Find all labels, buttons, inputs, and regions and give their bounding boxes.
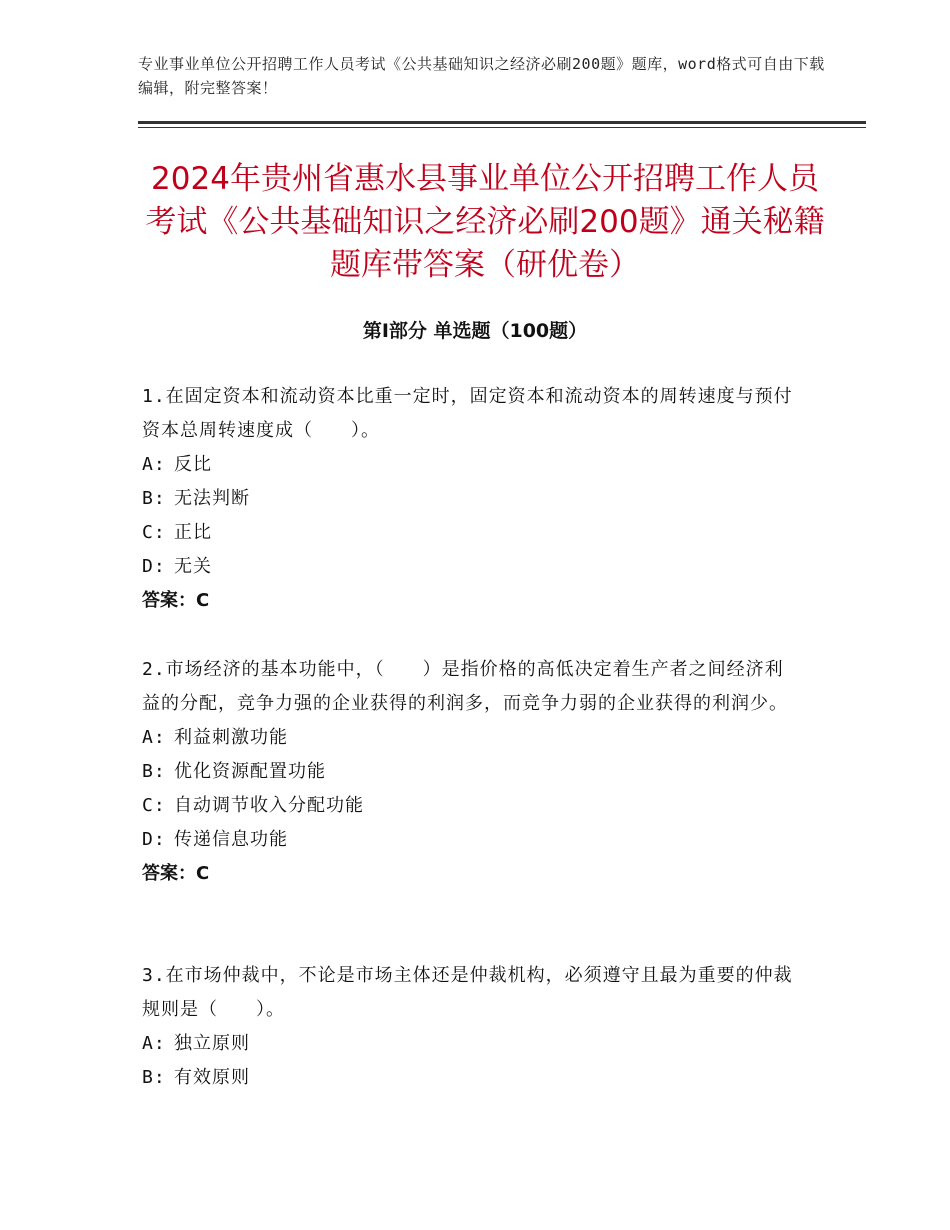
option-text: 反比 (174, 454, 212, 475)
option-label: A: (142, 1033, 166, 1054)
question-2 (142, 653, 802, 891)
answer: 答案：C (142, 590, 210, 611)
option-label: D: (142, 829, 166, 850)
option-label: A: (142, 727, 166, 748)
header-rule-thick (138, 121, 866, 124)
question-text: 1.在固定资本和流动资本比重一定时，固定资本和流动资本的周转速度与预付资本总周转速度成（ ）。 (142, 386, 793, 441)
option-text: 正比 (174, 522, 212, 543)
option-text: 有效原则 (174, 1067, 250, 1088)
option-a (142, 1027, 802, 1061)
option-text: 优化资源配置功能 (174, 761, 326, 782)
option-label: D: (142, 556, 166, 577)
option-a (142, 721, 802, 755)
document-title: 2024年贵州省惠水县事业单位公开招聘工作人员考试《公共基础知识之经济必刷200题》通关秘籍题库带答案（研优卷） (145, 161, 825, 283)
option-b (142, 1061, 802, 1095)
option-d (142, 550, 802, 584)
question-1 (142, 380, 802, 618)
option-label: B: (142, 488, 166, 509)
question-text: 3.在市场仲裁中，不论是市场主体还是仲裁机构，必须遵守且最为重要的仲裁规则是（ ）。 (142, 965, 793, 1020)
option-label: B: (142, 1067, 166, 1088)
option-label: C: (142, 522, 166, 543)
question-text: 2.市场经济的基本功能中，（ ）是指价格的高低决定着生产者之间经济利益的分配，竞争力强的企业获得的利润多，而竞争力弱的企业获得的利润少。 (142, 659, 788, 714)
option-a (142, 448, 802, 482)
option-text: 独立原则 (174, 1033, 250, 1054)
option-text: 无法判断 (174, 488, 250, 509)
option-c (142, 789, 802, 823)
section-title: 第Ⅰ部分 单选题（100题） (362, 320, 588, 342)
answer: 答案：C (142, 863, 210, 884)
option-text: 传递信息功能 (174, 829, 288, 850)
option-label: A: (142, 454, 166, 475)
option-text: 无关 (174, 556, 212, 577)
header-rule-thin (138, 127, 866, 128)
question-3 (142, 959, 802, 1095)
option-text: 利益刺激功能 (174, 727, 288, 748)
header-note: 专业事业单位公开招聘工作人员考试《公共基础知识之经济必刷200题》题库，word格式可自由下载编辑，附完整答案！ (138, 55, 825, 97)
option-c (142, 516, 802, 550)
option-b (142, 482, 802, 516)
option-label: C: (142, 795, 166, 816)
option-d (142, 823, 802, 857)
option-b (142, 755, 802, 789)
option-text: 自动调节收入分配功能 (174, 795, 364, 816)
option-label: B: (142, 761, 166, 782)
